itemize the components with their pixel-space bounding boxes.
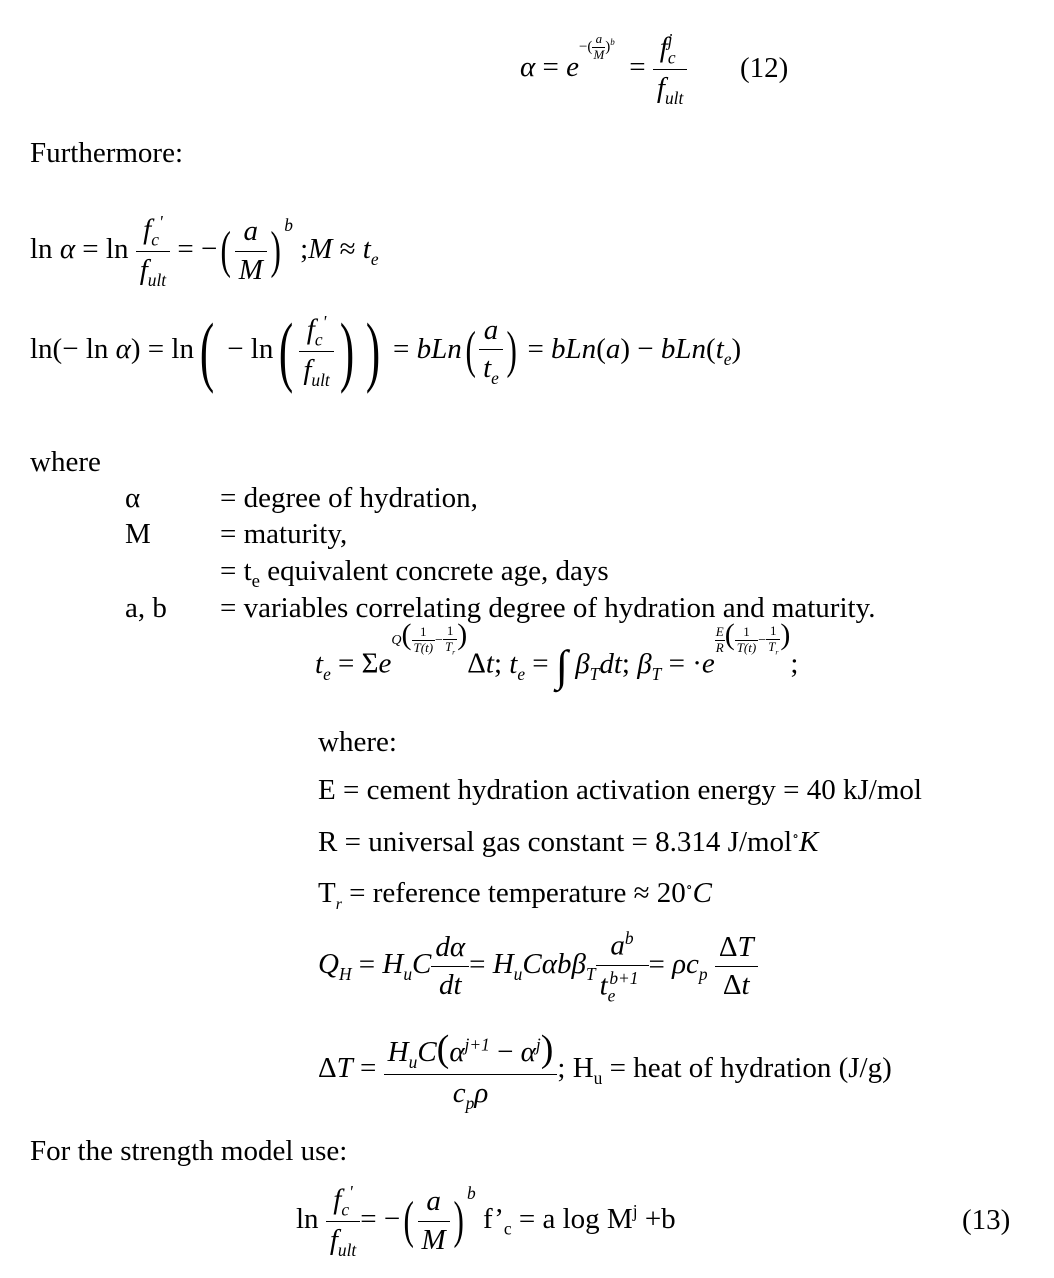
constant-reference-temperature: $T_r$ = reference temperature ≈ 20∘C xyxy=(318,877,712,913)
equation-13-label: (13) xyxy=(962,1204,1011,1236)
strength-model-heading: For the strength model use: xyxy=(30,1135,348,1167)
definition-text: = $t_e$ equivalent concrete age, days xyxy=(220,555,609,592)
definition-symbol: α xyxy=(125,482,141,514)
where-heading: where xyxy=(30,446,101,478)
equation-12-label: (12) xyxy=(740,52,789,84)
equation-ln-ln-alpha: ln(− ln α) = ln( − ln( $\frac{f_c'}{f_{ult}}$ ) ) = bLn( $\frac{a}{t_e}$ ) = $bLn(a) - bLn(t_e)$ xyxy=(30,307,742,395)
definition-symbol: a, b xyxy=(125,592,167,624)
equation-heat-generation: $Q_H = H_uC$ $\frac{d\alpha}{dt}$ = $H_uC\alpha b\beta_T$ $\frac{a^b}{t_e^{b+1}}$ = $\rho c_p$ $\frac{\Delta T}{\Delta t}$ xyxy=(318,928,758,1005)
equation-temperature-rise: ΔT = $\frac{H_uC(\alpha^{j+1} - \alpha^j)}{c_p\rho}$ ; $H_u$ = heat of hydration (J/g) xyxy=(318,1028,892,1113)
inner-where-label: where: xyxy=(318,726,397,758)
definition-text: = maturity, xyxy=(220,518,348,550)
equation-ln-alpha: ln α = ln $\frac{f_c'}{f_{ult}}$ = −( $\frac{a}{M}$ ) $^b$ ;M ≈ $t_e$ xyxy=(30,212,379,291)
furthermore-label: Furthermore: xyxy=(30,137,184,169)
definition-text: = degree of hydration, xyxy=(220,482,478,514)
constant-activation-energy: E = cement hydration activation energy = 40 kJ/mol xyxy=(318,774,922,806)
definition-text: = variables correlating degree of hydration and maturity. xyxy=(220,592,876,624)
equation-equivalent-age: $t_e = \Sigma e^{Q( \frac{1}{T(t)} - \frac{1}{T_r} )}\Delta t$; $t_e$ = ∫ $\beta_Tdt$; $\beta_T = \cdot e$ $^{\frac{E}{R} ( \frac{1}{T(t)} - \frac{1}{T_r} )}$; xyxy=(315,618,799,691)
definition-symbol: M xyxy=(125,518,151,550)
constant-gas: R = universal gas constant = 8.314 J/mol∘K xyxy=(318,826,819,858)
equation-12: $\alpha = e^{-( \frac{a}{M} )^b}$ = $\frac{f_c^j}{f_{ult}}$ xyxy=(520,30,687,108)
equation-13: ln $\frac{f_c'}{f_{ult}}$ = −( $\frac{a}{M}$ ) $^b$ $f’_c = a$ $\log M^j +b$ xyxy=(296,1182,676,1261)
